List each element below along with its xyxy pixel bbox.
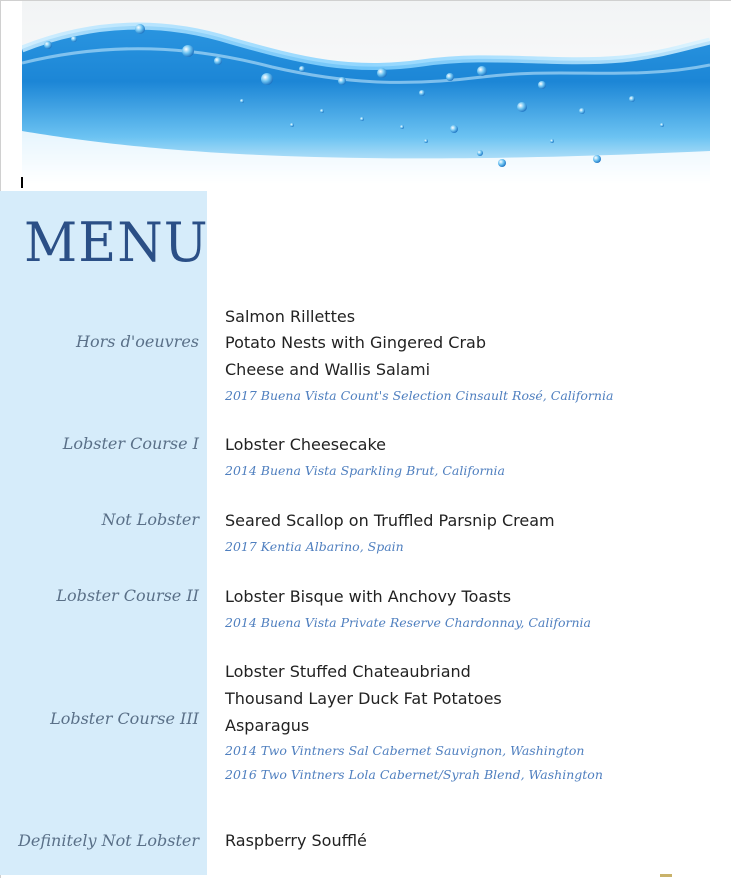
dish-item: Salmon Rillettes <box>225 307 356 326</box>
water-wave-banner <box>22 1 710 185</box>
wine-pairing: 2014 Buena Vista Private Reserve Chardonnay, California <box>225 615 591 630</box>
wine-pairing: 2014 Two Vintners Sal Cabernet Sauvignon, Washington <box>225 743 585 758</box>
dish-item: Lobster Stuffed Chateaubriand <box>225 662 471 681</box>
course-label-lobster-course-i: Lobster Course I <box>62 434 199 453</box>
course-label-not-lobster: Not Lobster <box>101 510 199 529</box>
course-label-definitely-not-lobster: Definitely Not Lobster <box>18 831 199 850</box>
course-label-lobster-course-ii: Lobster Course II <box>56 586 199 605</box>
course-sidebar <box>0 191 207 875</box>
dish-item: Cheese and Wallis Salami <box>225 360 431 379</box>
dish-item: Asparagus <box>225 716 310 735</box>
course-label-lobster-course-iii: Lobster Course III <box>50 709 199 728</box>
dish-item: Potato Nests with Gingered Crab <box>225 333 486 352</box>
dish-item: Lobster Bisque with Anchovy Toasts <box>225 587 512 606</box>
wine-pairing: 2016 Two Vintners Lola Cabernet/Syrah Blend, Washington <box>225 767 603 782</box>
dish-item: Lobster Cheesecake <box>225 435 387 454</box>
dish-item: Thousand Layer Duck Fat Potatoes <box>225 689 502 708</box>
wine-pairing: 2017 Buena Vista Count's Selection Cinsault Rosé, California <box>225 388 614 403</box>
menu-title: MENU <box>24 211 209 275</box>
page-corner-mark <box>660 874 672 877</box>
course-label-hors-doeuvres: Hors d'oeuvres <box>76 332 199 351</box>
text-cursor <box>21 177 23 188</box>
dish-item: Raspberry Soufflé <box>225 831 367 850</box>
dish-item: Seared Scallop on Truffled Parsnip Cream <box>225 511 555 530</box>
water-wave-illustration <box>22 1 710 185</box>
wine-pairing: 2014 Buena Vista Sparkling Brut, California <box>225 463 505 478</box>
wine-pairing: 2017 Kentia Albarino, Spain <box>225 539 404 554</box>
